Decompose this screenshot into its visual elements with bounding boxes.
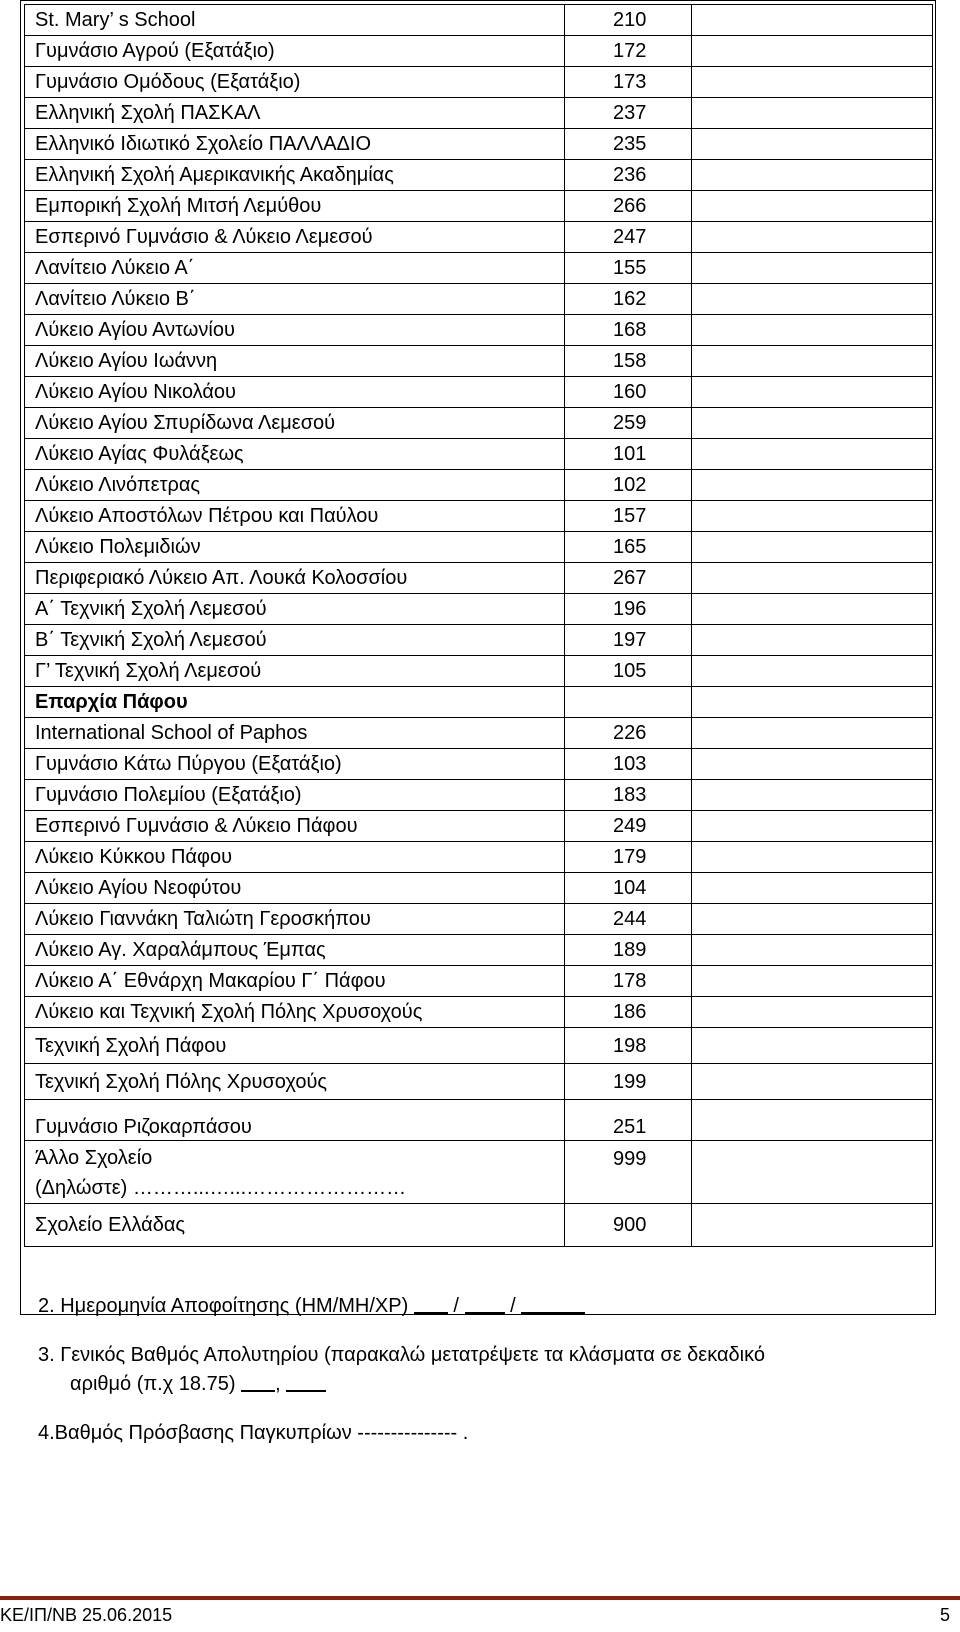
table-row xyxy=(25,377,933,408)
school-code: 196 xyxy=(565,594,692,625)
footer-reference: ΚΕ/ΙΠ/ΝΒ 25.06.2015 xyxy=(0,1605,173,1625)
table-row xyxy=(25,780,933,811)
school-name: Γυμνάσιο Κάτω Πύργου (Εξατάξιο) xyxy=(25,749,565,780)
grade-decimal-blank[interactable] xyxy=(286,1370,326,1392)
table-row xyxy=(25,594,933,625)
selection-box[interactable] xyxy=(692,1204,933,1247)
school-name: Σχολείο Ελλάδας xyxy=(25,1204,565,1247)
table-row xyxy=(25,98,933,129)
access-grade-label: 4.Βαθμός Πρόσβασης Παγκυπρίων --------------- . xyxy=(38,1422,469,1444)
question-graduation-date xyxy=(38,1290,585,1319)
table-row xyxy=(25,67,933,98)
school-code: 165 xyxy=(565,532,692,563)
table-row xyxy=(25,1028,933,1064)
school-code: 179 xyxy=(565,842,692,873)
region-heading-blank-cell xyxy=(692,687,933,718)
page-number: 5 xyxy=(939,1605,950,1625)
selection-box[interactable] xyxy=(692,284,933,315)
selection-box[interactable] xyxy=(692,36,933,67)
date-separator: / xyxy=(510,1295,516,1317)
school-name: Λύκειο Αγίου Ιωάννη xyxy=(25,346,565,377)
school-code: 235 xyxy=(565,129,692,160)
table-row xyxy=(25,315,933,346)
table-row xyxy=(25,470,933,501)
selection-box[interactable] xyxy=(692,5,933,36)
school-code: 236 xyxy=(565,160,692,191)
school-code: 900 xyxy=(565,1204,692,1247)
school-code: 103 xyxy=(565,749,692,780)
school-code: 178 xyxy=(565,966,692,997)
school-code: 102 xyxy=(565,470,692,501)
school-code: 189 xyxy=(565,935,692,966)
selection-box[interactable] xyxy=(692,935,933,966)
school-code: 210 xyxy=(565,5,692,36)
graduation-month-blank[interactable] xyxy=(465,1292,505,1314)
other-school-specify[interactable]: (Δηλώστε) ………...…...…………………… xyxy=(35,1177,407,1199)
table-row xyxy=(25,935,933,966)
selection-box[interactable] xyxy=(692,997,933,1028)
selection-box[interactable] xyxy=(692,656,933,687)
selection-box[interactable] xyxy=(692,594,933,625)
selection-box[interactable] xyxy=(692,315,933,346)
school-name: Λύκειο Γιαννάκη Ταλιώτη Γεροσκήπου xyxy=(25,904,565,935)
selection-box[interactable] xyxy=(692,408,933,439)
region-heading: Επαρχία Πάφου xyxy=(25,687,565,718)
school-name: Περιφεριακό Λύκειο Απ. Λουκά Κολοσσίου xyxy=(25,563,565,594)
school-name: Λανίτειο Λύκειο Α΄ xyxy=(25,253,565,284)
region-heading-code-cell xyxy=(565,687,692,718)
selection-box[interactable] xyxy=(692,501,933,532)
school-name: Γυμνάσιο Αγρού (Εξατάξιο) xyxy=(25,36,565,67)
table-row xyxy=(25,873,933,904)
table-row xyxy=(25,842,933,873)
school-code: 158 xyxy=(565,346,692,377)
selection-box[interactable] xyxy=(692,346,933,377)
school-code: 168 xyxy=(565,315,692,346)
school-name: Εμπορική Σχολή Μιτσή Λεμύθου xyxy=(25,191,565,222)
school-code: 247 xyxy=(565,222,692,253)
school-code: 267 xyxy=(565,563,692,594)
school-code: 999 xyxy=(565,1141,692,1204)
school-code: 162 xyxy=(565,284,692,315)
table-row xyxy=(25,5,933,36)
school-code: 160 xyxy=(565,377,692,408)
school-name: Λύκειο Αποστόλων Πέτρου και Παύλου xyxy=(25,501,565,532)
selection-box[interactable] xyxy=(692,253,933,284)
school-name: Λύκειο Αγίου Σπυρίδωνα Λεμεσού xyxy=(25,408,565,439)
school-code: 237 xyxy=(565,98,692,129)
school-code: 226 xyxy=(565,718,692,749)
selection-box[interactable] xyxy=(692,160,933,191)
selection-box[interactable] xyxy=(692,811,933,842)
selection-box[interactable] xyxy=(692,842,933,873)
school-code: 105 xyxy=(565,656,692,687)
table-row xyxy=(25,563,933,594)
selection-box[interactable] xyxy=(692,780,933,811)
selection-box[interactable] xyxy=(692,129,933,160)
selection-box[interactable] xyxy=(692,532,933,563)
table-row xyxy=(25,966,933,997)
school-name: Ελληνικό Ιδιωτικό Σχολείο ΠΑΛΛΑΔΙΟ xyxy=(25,129,565,160)
school-code: 266 xyxy=(565,191,692,222)
selection-box[interactable] xyxy=(692,966,933,997)
general-grade-label: 3. Γενικός Βαθμός Απολυτηρίου (παρακαλώ μετατρέψετε τα κλάσματα σε δεκαδικό xyxy=(38,1344,765,1366)
school-name: Εσπερινό Γυμνάσιο & Λύκειο Πάφου xyxy=(25,811,565,842)
question-access-grade xyxy=(38,1420,468,1446)
selection-box[interactable] xyxy=(692,904,933,935)
school-name: Λύκειο Αγίου Νικολάου xyxy=(25,377,565,408)
table-row xyxy=(25,36,933,67)
table-row xyxy=(25,811,933,842)
school-name: Λύκειο Αγίας Φυλάξεως xyxy=(25,439,565,470)
school-code: 197 xyxy=(565,625,692,656)
region-heading-row xyxy=(25,687,933,718)
selection-box[interactable] xyxy=(692,439,933,470)
school-code: 251 xyxy=(565,1100,692,1141)
table-row xyxy=(25,1204,933,1247)
school-name: International School of Paphos xyxy=(25,718,565,749)
school-code: 199 xyxy=(565,1064,692,1100)
school-code: 186 xyxy=(565,997,692,1028)
grade-separator: , xyxy=(275,1373,281,1395)
table-row xyxy=(25,1100,933,1141)
school-code: 259 xyxy=(565,408,692,439)
date-separator: / xyxy=(453,1295,459,1317)
school-code: 183 xyxy=(565,780,692,811)
selection-box[interactable] xyxy=(692,625,933,656)
school-name: Γυμνάσιο Πολεμίου (Εξατάξιο) xyxy=(25,780,565,811)
school-name: Λύκειο Αγίου Νεοφύτου xyxy=(25,873,565,904)
table-row-other-school xyxy=(25,1141,933,1204)
school-codes-body xyxy=(25,5,933,1247)
school-name: Ελληνική Σχολή Αμερικανικής Ακαδημίας xyxy=(25,160,565,191)
school-code: 244 xyxy=(565,904,692,935)
question-general-grade xyxy=(38,1342,918,1397)
selection-box[interactable] xyxy=(692,749,933,780)
general-grade-example: αριθμό (π.χ 18.75) xyxy=(70,1373,236,1395)
table-row xyxy=(25,284,933,315)
selection-box[interactable] xyxy=(692,1064,933,1100)
table-row xyxy=(25,160,933,191)
selection-box[interactable] xyxy=(692,718,933,749)
table-row xyxy=(25,439,933,470)
selection-box[interactable] xyxy=(692,1141,933,1204)
school-name: Λανίτειο Λύκειο Β΄ xyxy=(25,284,565,315)
school-name: Ελληνική Σχολή ΠΑΣΚΑΛ xyxy=(25,98,565,129)
selection-box[interactable] xyxy=(692,1028,933,1064)
school-code: 173 xyxy=(565,67,692,98)
school-code: 101 xyxy=(565,439,692,470)
footer-rule xyxy=(0,1596,960,1600)
school-code: 198 xyxy=(565,1028,692,1064)
table-row xyxy=(25,253,933,284)
school-name: Λύκειο και Τεχνική Σχολή Πόλης Χρυσοχούς xyxy=(25,997,565,1028)
table-row xyxy=(25,625,933,656)
table-row xyxy=(25,346,933,377)
selection-box[interactable] xyxy=(692,67,933,98)
table-row xyxy=(25,129,933,160)
school-name: Λύκειο Λινόπετρας xyxy=(25,470,565,501)
school-codes-table xyxy=(24,4,933,1247)
table-row xyxy=(25,408,933,439)
school-code: 157 xyxy=(565,501,692,532)
school-code: 104 xyxy=(565,873,692,904)
school-name: Λύκειο Α΄ Εθνάρχη Μακαρίου Γ΄ Πάφου xyxy=(25,966,565,997)
grade-integer-blank[interactable] xyxy=(241,1370,275,1392)
table-row xyxy=(25,1064,933,1100)
table-row xyxy=(25,532,933,563)
graduation-year-blank[interactable] xyxy=(521,1292,585,1314)
table-row xyxy=(25,749,933,780)
selection-box[interactable] xyxy=(692,98,933,129)
table-row xyxy=(25,904,933,935)
selection-box[interactable] xyxy=(692,563,933,594)
selection-box[interactable] xyxy=(692,470,933,501)
table-row xyxy=(25,718,933,749)
school-name: Γ’ Τεχνική Σχολή Λεμεσού xyxy=(25,656,565,687)
school-code: 155 xyxy=(565,253,692,284)
other-school-name xyxy=(25,1141,565,1204)
school-name: Λύκειο Αγίου Αντωνίου xyxy=(25,315,565,346)
selection-box[interactable] xyxy=(692,1100,933,1141)
selection-box[interactable] xyxy=(692,222,933,253)
table-row xyxy=(25,501,933,532)
school-name: Α΄ Τεχνική Σχολή Λεμεσού xyxy=(25,594,565,625)
school-name: Β΄ Τεχνική Σχολή Λεμεσού xyxy=(25,625,565,656)
school-name: St. Mary’ s School xyxy=(25,5,565,36)
school-name: Τεχνική Σχολή Πάφου xyxy=(25,1028,565,1064)
school-name: Γυμνάσιο Ριζοκαρπάσου xyxy=(25,1100,565,1141)
table-row xyxy=(25,997,933,1028)
school-name: Τεχνική Σχολή Πόλης Χρυσοχούς xyxy=(25,1064,565,1100)
school-name: Γυμνάσιο Ομόδους (Εξατάξιο) xyxy=(25,67,565,98)
school-name: Λύκειο Αγ. Χαραλάμπους Έμπας xyxy=(25,935,565,966)
school-name: Λύκειο Κύκκου Πάφου xyxy=(25,842,565,873)
school-code: 249 xyxy=(565,811,692,842)
table-row xyxy=(25,656,933,687)
school-name: Λύκειο Πολεμιδιών xyxy=(25,532,565,563)
selection-box[interactable] xyxy=(692,377,933,408)
table-row xyxy=(25,191,933,222)
school-code: 172 xyxy=(565,36,692,67)
selection-box[interactable] xyxy=(692,873,933,904)
other-school-line1: Άλλο Σχολείο xyxy=(35,1147,153,1169)
graduation-date-label: 2. Ημερομηνία Αποφοίτησης (ΗΜ/ΜΗ/ΧΡ) xyxy=(38,1295,409,1317)
selection-box[interactable] xyxy=(692,191,933,222)
graduation-day-blank[interactable] xyxy=(414,1292,448,1314)
table-row xyxy=(25,222,933,253)
school-name: Εσπερινό Γυμνάσιο & Λύκειο Λεμεσού xyxy=(25,222,565,253)
